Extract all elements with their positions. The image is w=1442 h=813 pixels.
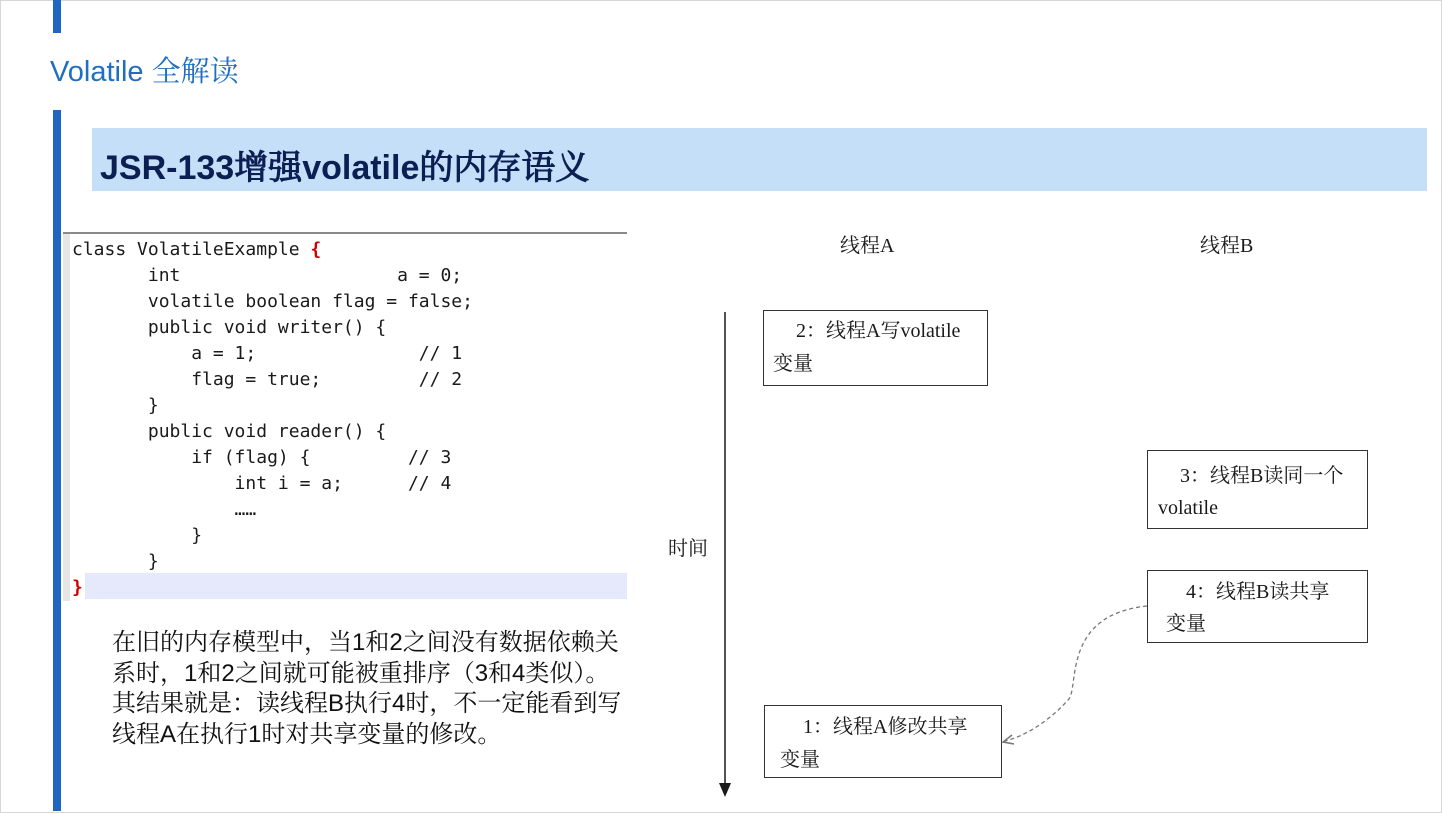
code-line: int i = a; // 4 [72, 473, 452, 494]
code-line: } [72, 525, 203, 546]
code-line: int a = 0; [72, 265, 463, 286]
code-line-highlight [85, 573, 627, 599]
code-line: } [72, 577, 83, 598]
step-4-box: 4：线程B读共享 变量 [1147, 570, 1368, 643]
step-2-box: 2：线程A写volatile 变量 [763, 310, 988, 386]
thread-b-header: 线程B [1200, 235, 1254, 257]
code-panel [63, 232, 627, 601]
slide-title: JSR-133增强volatile的内存语义 [100, 149, 590, 187]
code-line: } [72, 551, 159, 572]
code-line: a = 1; // 1 [72, 343, 463, 364]
time-axis-label: 时间 [668, 538, 708, 560]
code-line: volatile boolean flag = false; [72, 291, 473, 312]
code-line: public void reader() { [72, 421, 387, 442]
code-line: public void writer() { [72, 317, 387, 338]
step-1-box: 1：线程A修改共享 变量 [764, 705, 1002, 778]
code-line: …… [72, 499, 257, 520]
thread-a-header: 线程A [840, 235, 895, 257]
slide-title-band [92, 128, 1427, 191]
code-line: class VolatileExample { [72, 239, 322, 260]
code-line: if (flag) { // 3 [72, 447, 452, 468]
top-accent-bar [53, 0, 61, 33]
step-3-box: 3：线程B读同一个 volatile [1147, 450, 1368, 529]
code-line: flag = true; // 2 [72, 369, 463, 390]
code-line: } [72, 395, 159, 416]
left-accent-bar [53, 110, 61, 811]
deck-title: Volatile 全解读 [50, 56, 239, 88]
code-gutter [63, 234, 70, 601]
explanation-text: 在旧的内存模型中，当1和2之间没有数据依赖关系时，1和2之间就可能被重排序（3和4类似）。其结果就是：读线程B执行4时，不一定能看到写线程A在执行1时对共享变量的修改。 [112, 629, 622, 748]
